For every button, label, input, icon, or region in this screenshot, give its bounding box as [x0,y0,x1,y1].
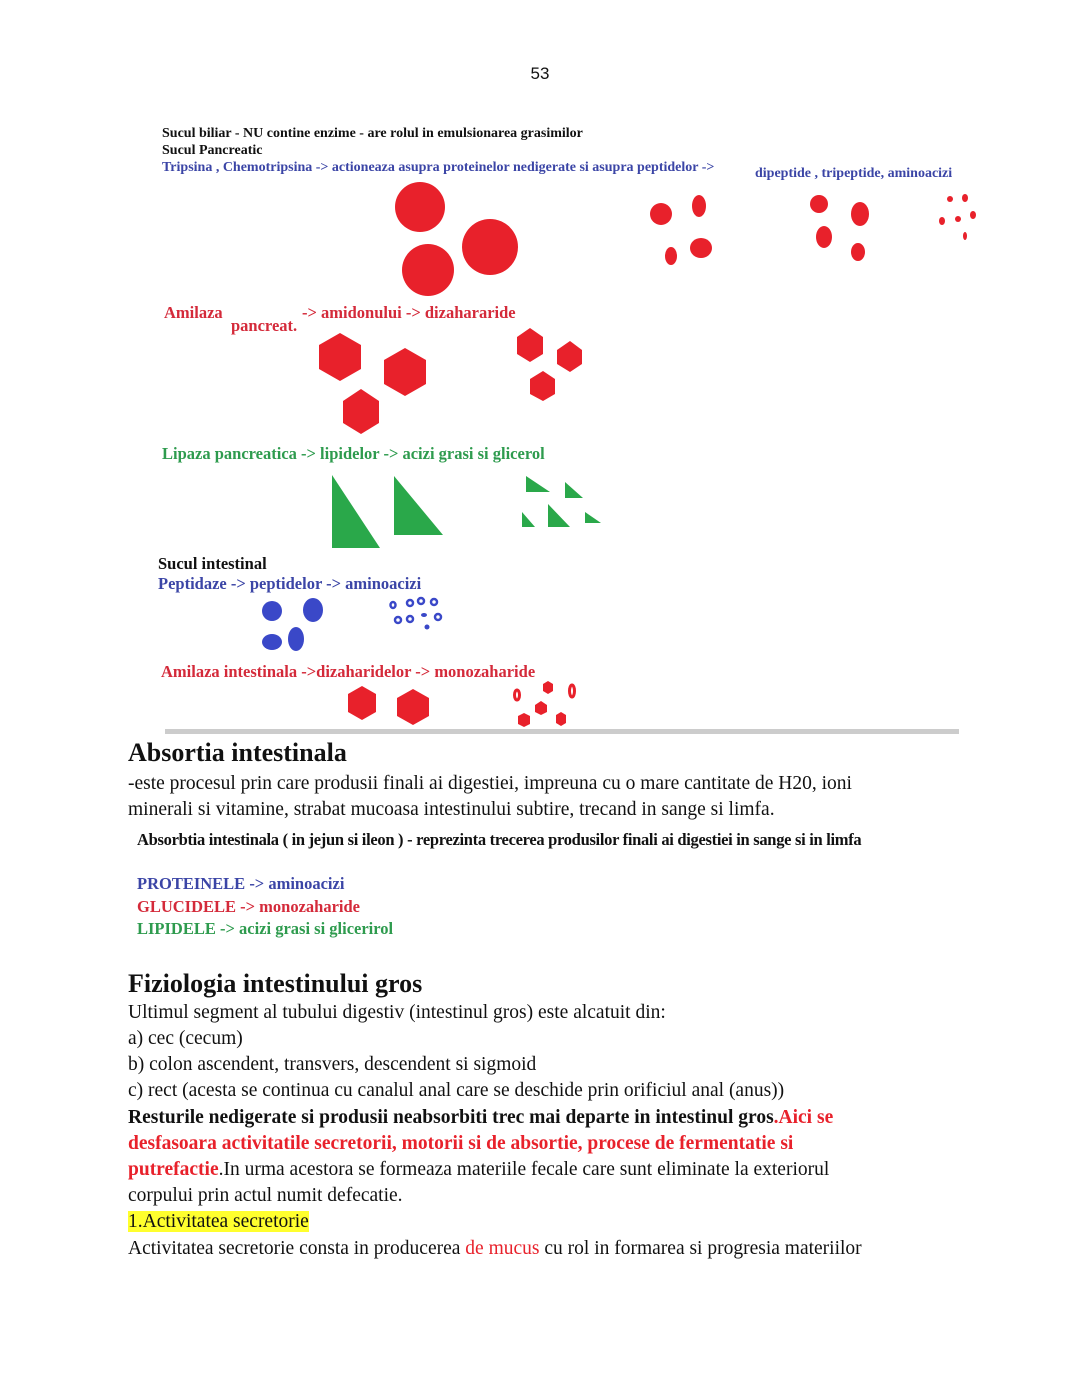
figure-sucul-intestinal: Sucul intestinal [158,554,267,573]
aminoacid-dot [407,600,413,606]
monosaccharide [570,685,575,697]
figure-amilaza-rest: -> amidonului -> dizahararide [302,303,516,322]
lipid-triangles [332,475,601,548]
aminoacid-dot [418,598,424,604]
aminoacid-dot [431,599,437,605]
protein-circle [395,182,445,232]
peptide-dot [650,203,672,225]
red-text: de mucus [465,1238,540,1259]
hexagon [348,686,376,720]
hexagon [319,333,361,381]
triangle [394,476,443,535]
paragraph-line: minerali si vitamine, strabat mucoasa intestinului subtire, trecand in sange si limfa. [128,799,775,820]
aminoacid-dot [391,602,396,608]
page-number: 53 [530,64,550,83]
aminoacid-dot [963,232,967,240]
figure-line-biliar: Sucul biliar - NU contine enzime - are rolul in emulsionarea grasimilor [162,126,583,141]
hexagon [518,713,530,727]
hexagon [530,371,555,401]
list-item: c) rect (acesta se continua cu canalul anal care se deschide prin orificiul anal (anus)) [128,1080,785,1101]
aminoacid-dot [421,613,427,617]
figure-proteine: PROTEINELE -> aminoacizi [137,874,345,893]
hexagon [384,348,426,396]
protein-circle [462,219,518,275]
subheading-highlighted [128,1209,309,1235]
list-item: b) colon ascendent, transvers, descendent si sigmoid [128,1054,537,1075]
text: cu rol in formarea si progresia materiilor [539,1238,862,1259]
triangle [565,482,583,498]
hexagon [397,689,429,725]
dot: . [773,1107,779,1128]
figure-amilaza-sub: pancreat. [231,316,298,335]
triangle [526,476,550,492]
aminoacid-dot [407,616,413,622]
aminoacid-dot [425,625,430,630]
paragraph-line [128,1236,862,1262]
hexagon [557,341,582,372]
aminoacid-dot [962,194,968,202]
peptide-dot [262,634,282,650]
figure-amilaza: Amilaza [164,303,223,322]
paragraph-line [128,1157,829,1183]
paragraph-line: corpului prin actul numit defecatie. [128,1185,403,1206]
text: .In urma acestora se formeaza materiile fecale care sunt eliminate la exteriorul [218,1159,830,1180]
figure-peptidaze: Peptidaze -> peptidelor -> aminoacizi [158,574,422,593]
list-item: a) cec (cecum) [128,1028,243,1049]
figure-line-pancreatic: Sucul Pancreatic [162,143,263,158]
triangle [585,512,601,523]
red-text: putrefactie [128,1159,219,1180]
peptide-dot [816,226,832,248]
protein-shapes [395,182,976,296]
hexagon [543,681,553,694]
section-title-intestin-gros: Fiziologia intestinului gros [128,969,423,998]
highlighted-text: 1.Activitatea secretorie [128,1211,309,1232]
paragraph-line [128,1105,833,1131]
red-text: Aici se [778,1107,834,1128]
figure-amilaza-intestinala: Amilaza intestinala ->dizaharidelor -> monozaharide [161,662,536,681]
paragraph-line: Ultimul segment al tubului digestiv (intestinul gros) este alcatuit din: [128,1002,666,1023]
text: Activitatea secretorie consta in producerea [128,1238,466,1259]
figure-line-tripsina: Tripsina , Chemotripsina -> actioneaza asupra proteinelor nedigerate si asupra peptidelor -> [162,160,715,175]
figure-lipide: LIPIDELE -> acizi grasi si glicerirol [137,919,394,938]
paragraph-line: -este procesul prin care produsii finali ai digestiei, impreuna cu o mare cantitate de H20, ioni [128,773,852,794]
triangle [332,475,380,548]
hexagon [343,389,379,434]
triangle [522,512,535,527]
peptide-dot [262,601,282,621]
peptide-dot [851,202,869,226]
hexagon [535,701,547,715]
hexagon [517,328,543,362]
figure-glucide: GLUCIDELE -> monozaharide [137,897,360,916]
disaccharide-hexagons [348,681,566,727]
peptide-dot [692,195,706,217]
figure-lipaza: Lipaza pancreatica -> lipidelor -> acizi grasi si glicerol [162,444,545,463]
aminoacid-dot [939,217,945,225]
starch-hexagons [319,328,582,434]
intestinal-peptides [262,598,441,651]
red-text: desfasoara activitatile secretorii, motorii si de absortie, procese de fermentatie si [128,1133,794,1154]
hexagon [556,712,566,726]
aminoacid-dot [970,211,976,219]
figure-line-products: dipeptide , tripeptide, aminoacizi [755,166,953,181]
peptide-dot [690,238,712,258]
peptide-dot [810,195,828,213]
bold-text: Resturile nedigerate si produsii neabsorbiti trec mai departe in intestinul gros [128,1107,774,1128]
protein-circle [402,244,454,296]
monosaccharide [515,690,520,700]
figure-divider [165,729,959,734]
aminoacid-dot [395,617,401,623]
aminoacid-dot [435,614,441,620]
figure-absorbtia-line: Absorbtia intestinala ( in jejun si ileon ) - reprezinta trecerea produsilor finali ai digestiei in sange si in limfa [137,830,862,849]
section-title-absortia: Absortia intestinala [128,738,347,767]
aminoacid-dot [955,216,961,222]
peptide-dot [303,598,323,622]
peptide-dot [288,627,304,651]
aminoacid-dot [947,196,953,202]
peptide-dot [851,243,865,261]
triangle [548,504,570,527]
peptide-dot [665,247,677,265]
